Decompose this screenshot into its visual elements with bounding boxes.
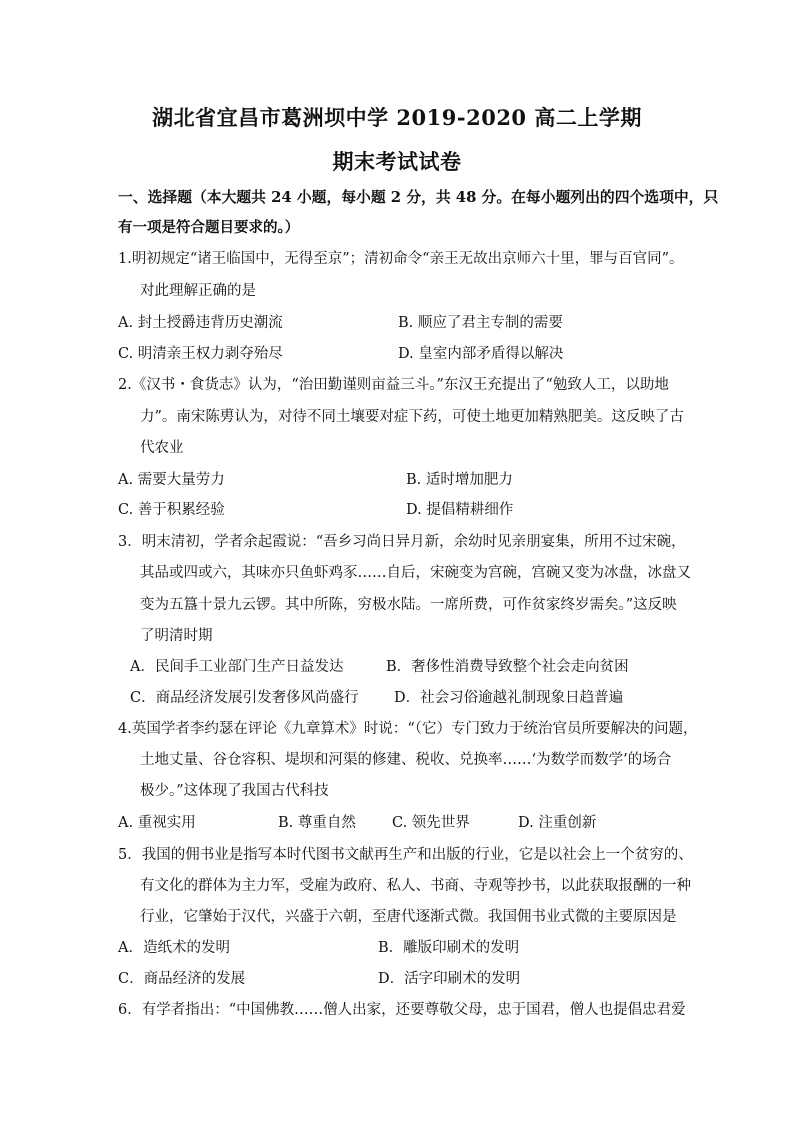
question-5-option-c: C．商品经济的发展 bbox=[118, 971, 246, 987]
question-3-option-c: C．商品经济发展引发奢侈风尚盛行 bbox=[130, 690, 359, 706]
question-4-option-a: A. 重视实用 bbox=[118, 815, 196, 831]
question-4-option-d: D. 注重创新 bbox=[518, 815, 597, 831]
question-3-stem-line4: 了明清时期 bbox=[140, 628, 213, 644]
question-5-stem-line1: 5．我国的佣书业是指写本时代图书文献再生产和出版的行业，它是以社会上一个贫穷的、 bbox=[118, 847, 693, 863]
question-2-option-b: B. 适时增加肥力 bbox=[406, 472, 513, 488]
question-2-stem-line1: 2.《汉书・食货志》认为，“治田勤谨则亩益三斗。”东汉王充提出了“勉致人工，以助地 bbox=[118, 377, 669, 393]
question-2-stem-line2: 力”。南宋陈旉认为，对待不同土壤要对症下药，可使土地更加精熟肥美。这反映了古 bbox=[140, 409, 684, 425]
question-5-option-b: B．雕版印刷术的发明 bbox=[378, 940, 520, 956]
question-3-option-d: D．社会习俗逾越礼制现象日趋普遍 bbox=[394, 690, 624, 706]
question-1-stem-line1: 1.明初规定“诸王临国中，无得至京”；清初命令“亲王无故出京师六十里，罪与百官同”。 bbox=[118, 251, 684, 267]
question-2-option-d: D. 提倡精耕细作 bbox=[406, 502, 514, 518]
question-4-stem-line3: 极少。”这体现了我国古代科技 bbox=[140, 783, 329, 799]
question-2-stem-line3: 代农业 bbox=[140, 440, 184, 456]
question-5-option-a: A．造纸术的发明 bbox=[118, 940, 230, 956]
question-5-stem-line3: 行业，它肇始于汉代，兴盛于六朝，至唐代逐渐式微。我国佣书业式微的主要原因是 bbox=[140, 909, 677, 925]
exam-title-line1: 湖北省宜昌市葛洲坝中学 2019-2020 高二上学期 bbox=[152, 105, 642, 130]
question-1-option-c: C. 明清亲王权力剥夺殆尽 bbox=[118, 346, 283, 362]
question-1-stem-line2: 对此理解正确的是 bbox=[140, 283, 256, 299]
question-1-option-a: A. 封土授爵违背历史潮流 bbox=[118, 315, 283, 331]
question-5-option-d: D．活字印刷术的发明 bbox=[378, 971, 521, 987]
question-4-option-b: B. 尊重自然 bbox=[278, 815, 356, 831]
question-6-stem-line1: 6．有学者指出：“中国佛教……僧人出家，还要尊敬父母，忠于国君，僧人也提倡忠君爱 bbox=[118, 1002, 686, 1018]
section-heading-line2: 有一项是符合题目要求的。） bbox=[118, 219, 300, 236]
question-3-stem-line3: 变为五簋十景九云锣。其中所陈，穷极水陆。一席所费，可作贫家终岁需矣。”这反映 bbox=[140, 597, 677, 613]
question-4-stem-line1: 4.英国学者李约瑟在评论《九章算术》时说：“（它）专门致力于统治官员所要解决的问题， bbox=[118, 721, 698, 737]
section-heading-line1: 一、选择题（本大题共 24 小题，每小题 2 分，共 48 分。在每小题列出的四个选项中，只 bbox=[118, 189, 719, 206]
question-1-option-b: B. 顺应了君主专制的需要 bbox=[398, 315, 563, 331]
question-2-option-c: C. 善于积累经验 bbox=[118, 502, 225, 518]
question-3-option-a: A．民间手工业部门生产日益发达 bbox=[130, 659, 344, 675]
question-5-stem-line2: 有文化的群体为主力军，受雇为政府、私人、书商、寺观等抄书，以此获取报酬的一种 bbox=[140, 878, 691, 894]
question-4-stem-line2: 土地丈量、谷仓容积、堤坝和河渠的修建、税收、兑换率……‘为数学而数学’的场合 bbox=[140, 752, 672, 768]
question-4-option-c: C. 领先世界 bbox=[392, 815, 470, 831]
question-3-option-b: B．奢侈性消费导致整个社会走向贫困 bbox=[386, 659, 629, 675]
question-3-stem-line1: 3．明末清初，学者余起霞说：“吾乡习尚日异月新，余幼时见亲朋宴集，所用不过宋碗， bbox=[118, 534, 686, 550]
exam-title-line2: 期末考试试卷 bbox=[332, 149, 462, 174]
question-1-option-d: D. 皇室内部矛盾得以解决 bbox=[398, 346, 564, 362]
question-3-stem-line2: 其品或四或六，其味亦只鱼虾鸡豕……自后，宋碗变为宫碗，宫碗又变为冰盘，冰盘又 bbox=[140, 565, 691, 581]
question-2-option-a: A. 需要大量劳力 bbox=[118, 472, 225, 488]
